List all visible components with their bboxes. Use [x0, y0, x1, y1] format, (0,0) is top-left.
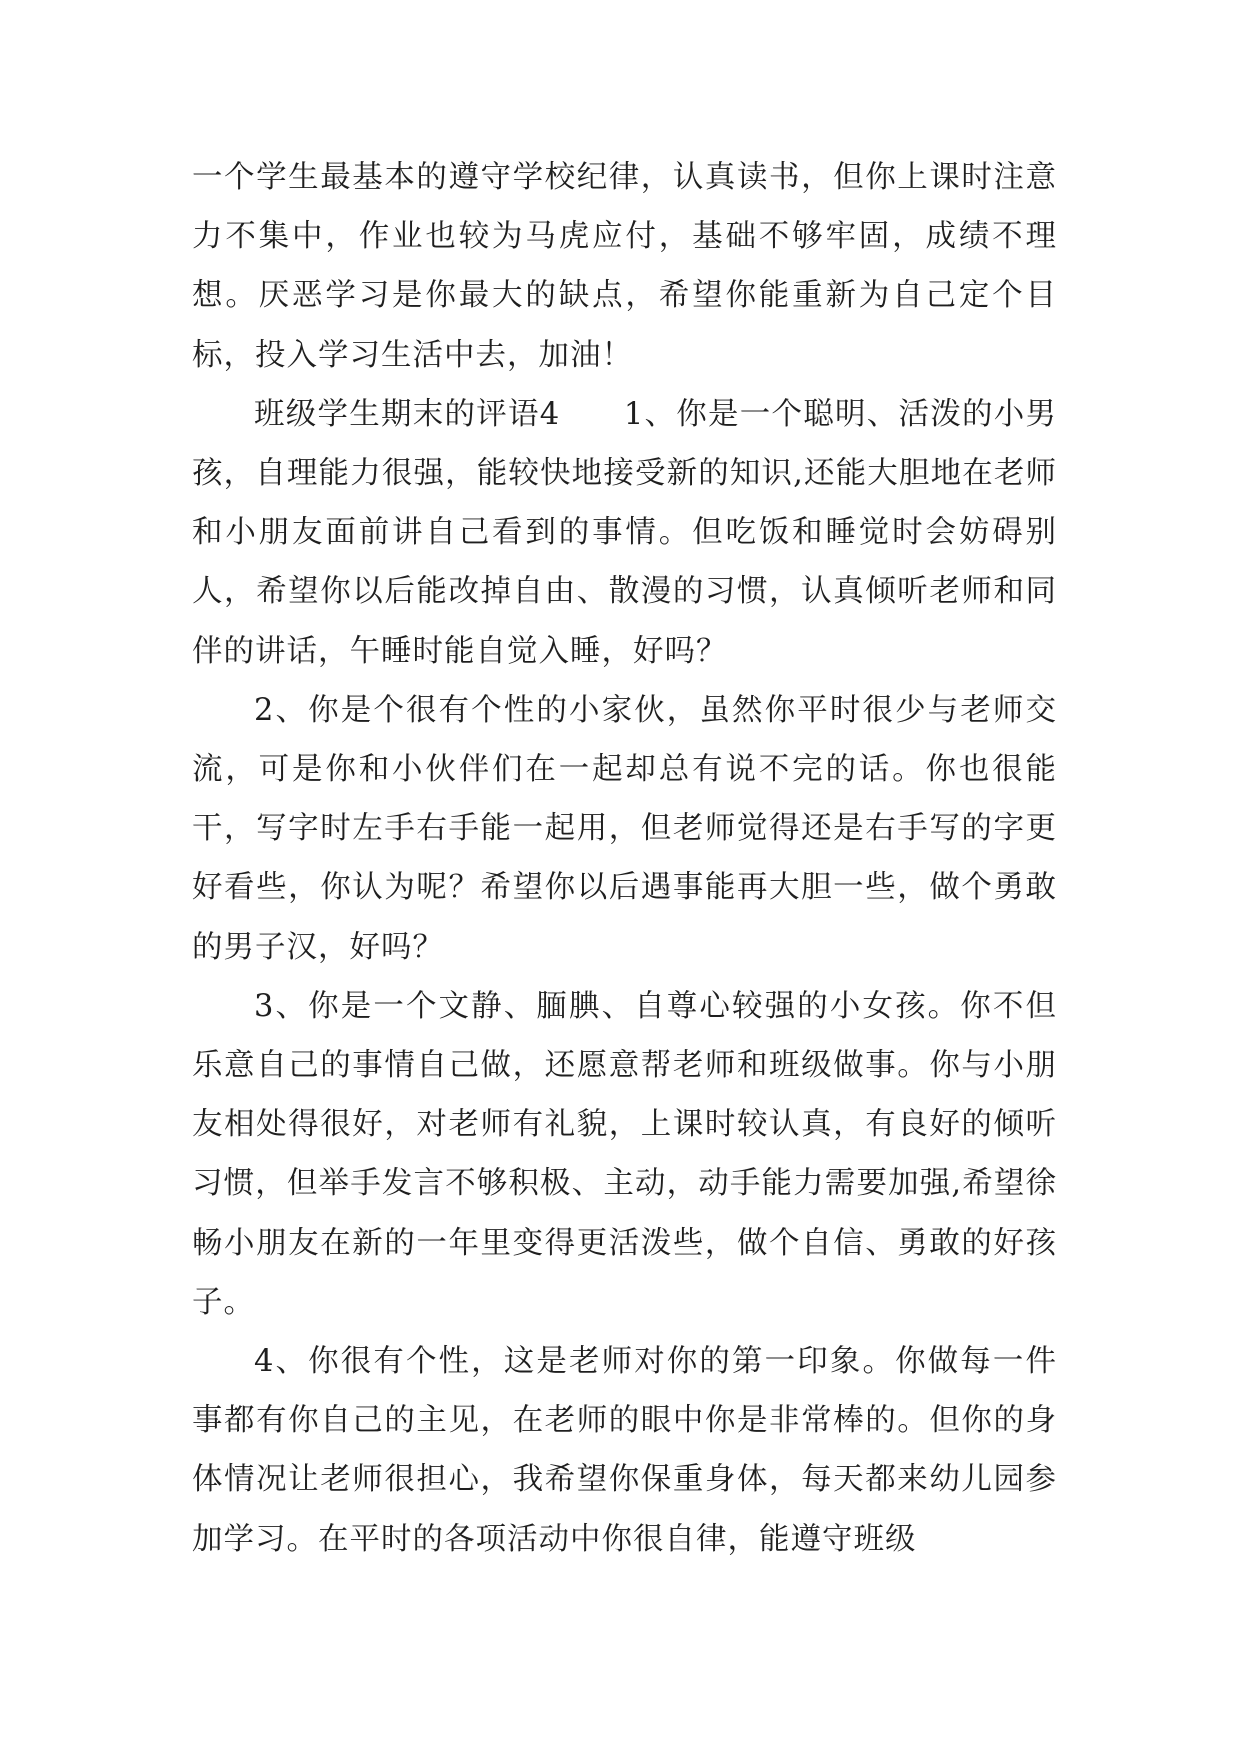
paragraph-comment-2: 2、你是个很有个性的小家伙，虽然你平时很少与老师交流，可是你和小伙伴们在一起却总有说不完的话。你也很能干，写字时左手右手能一起用，但老师觉得还是右手写的字更好看些，你认为呢？希望你以后遇事能再大胆一些，做个勇敢的男子汉，好吗？ — [192, 692, 1057, 965]
paragraph-comment-1: 班级学生期末的评语4 1、你是一个聪明、活泼的小男孩，自理能力很强，能较快地接受新的知识,还能大胆地在老师和小朋友面前讲自己看到的事情。但吃饭和睡觉时会妨碍别人，希望你以后能改掉自由、散漫的习惯，认真倾听老师和同伴的讲话，午睡时能自觉入睡，好吗？ — [192, 396, 1057, 669]
paragraph-comment-3: 3、你是一个文静、腼腆、自尊心较强的小女孩。你不但乐意自己的事情自己做，还愿意帮老师和班级做事。你与小朋友相处得很好，对老师有礼貌，上课时较认真，有良好的倾听习惯，但举手发言不够积极、主动，动手能力需要加强,希望徐畅小朋友在新的一年里变得更活泼些，做个自信、勇敢的好孩子。 — [192, 988, 1057, 1320]
paragraph-comment-4: 4、你很有个性，这是老师对你的第一印象。你做每一件事都有你自己的主见，在老师的眼中你是非常棒的。但你的身体情况让老师很担心，我希望你保重身体，每天都来幼儿园参加学习。在平时的各项活动中你很自律，能遵守班级 — [192, 1344, 1057, 1557]
paragraph-intro: 一个学生最基本的遵守学校纪律，认真读书，但你上课时注意力不集中，作业也较为马虎应付，基础不够牢固，成绩不理想。厌恶学习是你最大的缺点，希望你能重新为自己定个目标，投入学习生活中去，加油！ — [192, 160, 1057, 373]
document-page — [192, 148, 1057, 1569]
